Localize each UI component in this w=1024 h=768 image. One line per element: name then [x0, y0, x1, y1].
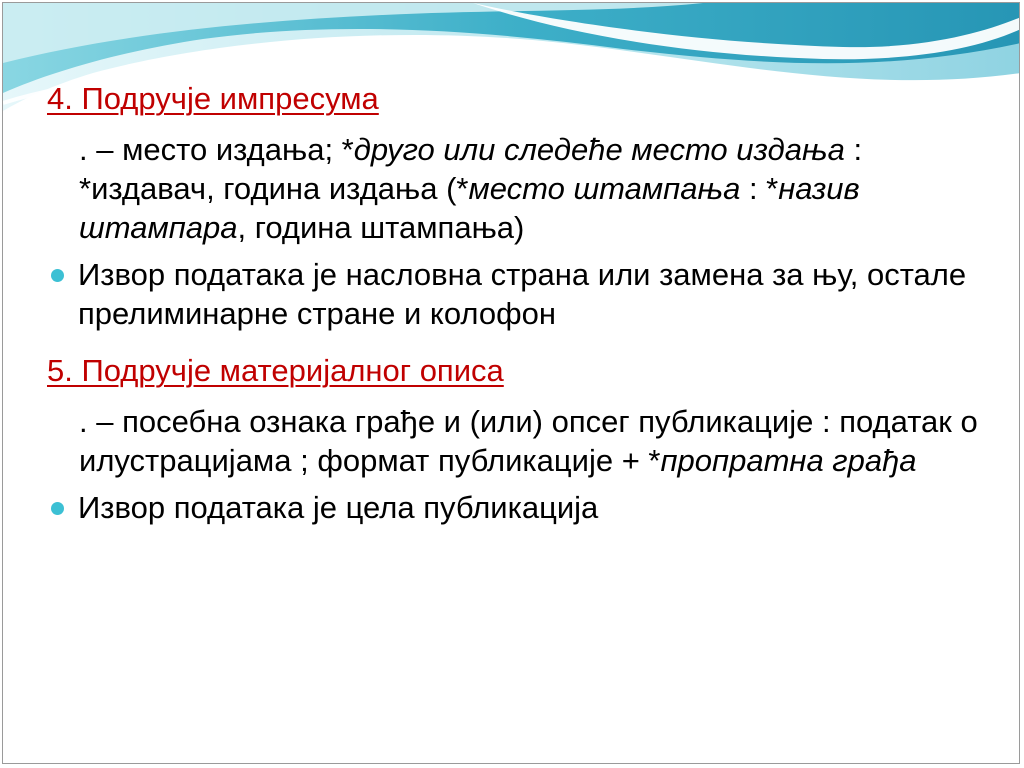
section-4-heading: 4. Подручје импресума	[47, 81, 379, 116]
slide	[2, 2, 1020, 764]
section-4-format-line	[47, 130, 997, 247]
bullet-text: Извор података је насловна страна или замена за њу, остале прелиминарне стране и колофон	[78, 257, 967, 331]
format-italic-text: место штампања	[468, 171, 741, 206]
format-text: . – посебна ознака грађе и (или) опсег публикације : податак о илустрацијама ; формат публикације + *	[79, 404, 978, 478]
bullet-text: Извор података је цела публикација	[78, 490, 599, 525]
format-italic-text: назив штампара	[79, 171, 860, 245]
bullet-icon	[51, 502, 64, 515]
format-italic-text: друго или следеће место издања	[353, 132, 845, 167]
section-5-format-line	[47, 402, 997, 480]
format-text: : *издавач, година издања (*	[79, 132, 863, 206]
format-text: : *	[740, 171, 779, 206]
section-5-source-bullet	[47, 488, 997, 527]
format-text: , година штампања)	[237, 210, 525, 245]
format-italic-text: пропратна грађа	[660, 443, 917, 478]
format-text: . – место издања; *	[79, 132, 354, 167]
bullet-icon	[51, 269, 64, 282]
section-5-heading: 5. Подручје материјалног описа	[47, 353, 504, 388]
slide-content	[47, 79, 997, 533]
section-4-source-bullet	[47, 255, 997, 333]
